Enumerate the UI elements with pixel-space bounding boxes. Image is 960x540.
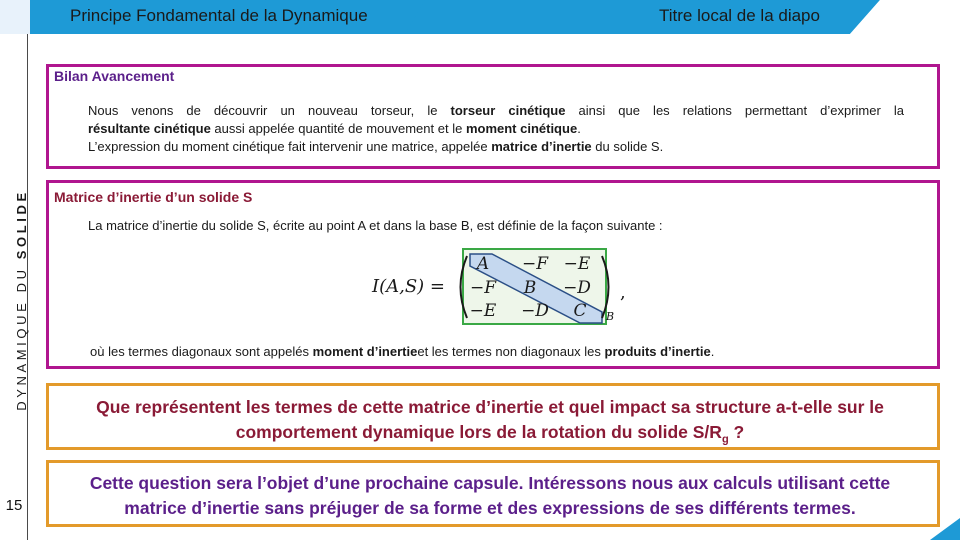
- bilan-paragraph: [88, 102, 904, 156]
- page-number: 15: [5, 497, 23, 514]
- vertical-title-part1: DYNAMIQUE DU: [14, 259, 29, 411]
- formula-comma: ,: [620, 282, 626, 303]
- question-line-2: [50, 420, 930, 453]
- outro-text: où les termes diagonaux sont appelés: [90, 344, 313, 359]
- question-line-2-end: ?: [728, 422, 745, 442]
- matrix-cell-33: C: [573, 301, 587, 321]
- bilan-line-1: [88, 102, 904, 120]
- bilan-text: .: [577, 121, 581, 136]
- matrice-outro: [90, 344, 714, 359]
- header-banner: [0, 0, 960, 34]
- bilan-strong: moment cinétique: [465, 121, 578, 136]
- bilan-strong: matrice d’inertie: [491, 139, 592, 154]
- answer-line-2: matrice d’inertie sans préjuger de sa forme et des expressions de ses différents termes.: [124, 498, 856, 518]
- header-slide-title: Titre local de la diapo: [659, 6, 820, 25]
- matrix-cell-21: −F: [469, 278, 497, 298]
- outro-text: .: [710, 344, 715, 359]
- outro-text: et les termes non diagonaux les: [417, 344, 605, 359]
- question-line-2-text: comportement dynamique lors de la rotation du solide S/R: [235, 422, 722, 442]
- matrix-cell-31: −E: [469, 301, 497, 321]
- bilan-text: L’expression du moment cinétique fait intervenir une matrice, appelée: [88, 139, 492, 154]
- bilan-line-2: [88, 120, 904, 138]
- header-chapter-title: Principe Fondamental de la Dynamique: [70, 6, 368, 25]
- bilan-text: aussi appelée quantité de mouvement et le: [210, 121, 466, 136]
- matrix-cell-32: −D: [521, 301, 549, 321]
- outro-strong: produits d’inertie: [604, 344, 711, 359]
- matrix-cell-22: B: [523, 278, 537, 298]
- bilan-title: Bilan Avancement: [54, 68, 175, 84]
- vertical-title-part2: SOLIDE: [14, 189, 29, 260]
- formula-lhs: I(A,S) =: [372, 276, 446, 297]
- answer-text: [50, 471, 930, 521]
- matrix-cell-12: −F: [521, 254, 549, 274]
- bilan-text: du solide S.: [591, 139, 664, 154]
- bilan-text: Nous venons de découvrir un nouveau torseur, le: [88, 103, 451, 118]
- vertical-course-title: [14, 100, 34, 500]
- bilan-line-3: [88, 138, 904, 156]
- question-subscript: g: [721, 433, 729, 446]
- inertia-matrix-formula: [370, 246, 630, 330]
- matrix-cell-13: −E: [563, 254, 591, 274]
- bilan-strong: torseur cinétique: [450, 103, 566, 118]
- formula-basis: B: [606, 310, 615, 323]
- matrice-title: Matrice d’inertie d’un solide S: [54, 189, 253, 205]
- bilan-strong: résultante cinétique: [88, 121, 211, 136]
- question-text: [50, 395, 930, 453]
- outro-strong: moment d’inertie: [312, 344, 418, 359]
- answer-line-1: Cette question sera l’objet d’une prochaine capsule. Intéressons nous aux calculs utilisant cette: [89, 473, 891, 493]
- bilan-text: ainsi que les relations permettant d’exprimer la: [565, 103, 904, 118]
- question-line-1: Que représentent les termes de cette matrice d’inertie et quel impact sa structure a-t-elle sur le: [96, 397, 884, 417]
- corner-decoration: [930, 518, 960, 540]
- matrix-cell-23: −D: [563, 278, 591, 298]
- matrice-intro: La matrice d’inertie du solide S, écrite au point A et dans la base B, est définie de la façon suivante :: [88, 218, 663, 233]
- matrix-cell-11: A: [476, 254, 490, 274]
- sidebar: [0, 34, 28, 540]
